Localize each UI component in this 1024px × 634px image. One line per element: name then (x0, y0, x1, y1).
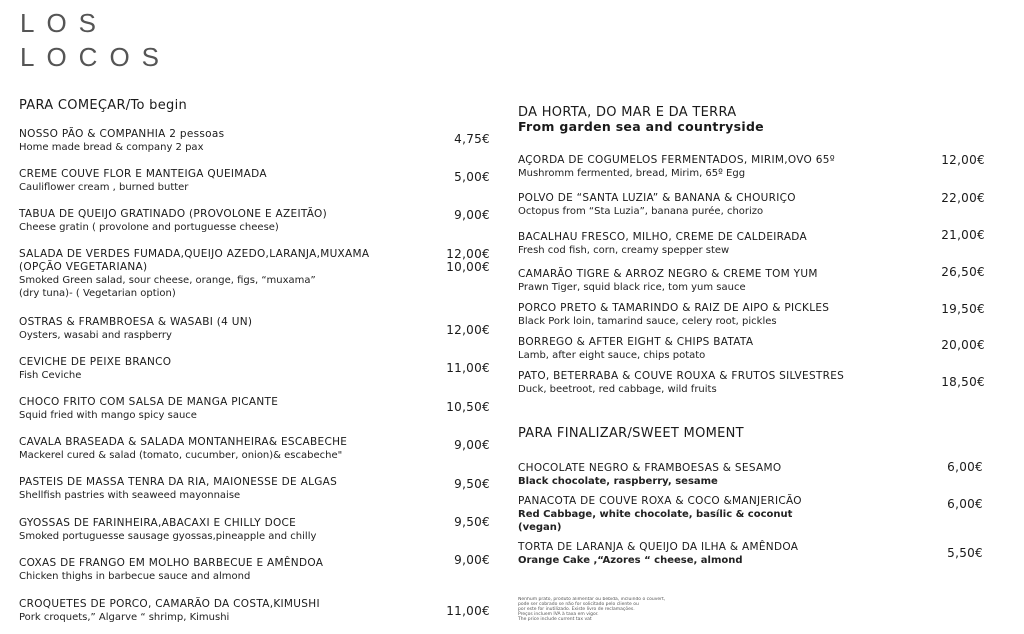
menu-item-price: 12,00€ (941, 153, 985, 167)
menu-item-description: Black chocolate, raspberry, sesame (518, 476, 718, 487)
menu-item-price: 22,00€ (941, 191, 985, 205)
menu-item-description: Smoked portuguesse sausage gyossas,pineapple and chilly (19, 531, 317, 542)
menu-item-description: Squid fried with mango spicy sauce (19, 410, 197, 421)
menu-item-price: 5,50€ (947, 546, 983, 560)
menu-item-price: 18,50€ (941, 375, 985, 389)
menu-item-description: Fresh cod fish, corn, creamy spepper stew (518, 245, 730, 256)
menu-item-price: 26,50€ (941, 265, 985, 279)
menu-item-description: Cheese gratin ( provolone and portuguesse cheese) (19, 222, 279, 233)
menu-item-price: 12,00€ 10,00€ (446, 247, 490, 274)
menu-item (518, 265, 988, 294)
menu-item-name: AÇORDA DE COGUMELOS FERMENTADOS, MIRIM,OVO 65º (518, 154, 835, 166)
menu-item-name: OSTRAS & FRAMBROESA & WASABI (4 UN) (19, 316, 253, 328)
menu-item (19, 356, 489, 382)
logo-line-2: LOCOS (20, 42, 172, 72)
menu-item-name: CHOCO FRITO COM SALSA DE MANGA PICANTE (19, 396, 279, 408)
menu-item (19, 316, 489, 342)
menu-item-name: NOSSO PÃO & COMPANHIA 2 pessoas (19, 128, 225, 140)
menu-item-description: Octopus from “Sta Luzia”, banana purée, chorizo (518, 206, 764, 217)
menu-item-description: Mackerel cured & salad (tomato, cucumber, onion)& escabeche" (19, 450, 343, 461)
menu-item-name: GYOSSAS DE FARINHEIRA,ABACAXI E CHILLY DOCE (19, 517, 297, 529)
disclaimer-text: Nenhum prato, produto alimentar ou bebida, incluindo o couvert, pode ser cobrado se não for solicitado pelo cliente ou por este for inutilizado. Existe livro de reclamações. Preços incluem IVA à taxa em vigor. The price include current tax vat (518, 597, 666, 622)
menu-item (518, 462, 988, 488)
menu-item (19, 476, 489, 502)
menu-item (19, 557, 489, 583)
menu-item-price: 9,00€ (454, 438, 490, 452)
menu-item-name: CEVICHE DE PEIXE BRANCO (19, 356, 172, 368)
menu-item-name: PANACOTA DE COUVE ROXA & COCO &MANJERICÃO (518, 495, 802, 507)
menu-item (19, 436, 489, 462)
menu-item-description: Chicken thighs in barbecue sauce and almond (19, 571, 251, 582)
menu-item-price: 12,00€ (446, 323, 490, 337)
mains-section-title: DA HORTA, DO MAR E DA TERRA (518, 105, 737, 120)
menu-item (19, 128, 489, 154)
menu-item-description: Home made bread & company 2 pax (19, 142, 204, 153)
menu-item (518, 302, 988, 328)
menu-item-name: BACALHAU FRESCO, MILHO, CREME DE CALDEIRADA (518, 231, 807, 243)
menu-item-name: COXAS DE FRANGO EM MOLHO BARBECUE E AMÊNDOA (19, 557, 324, 569)
menu-item-name: PORCO PRETO & TAMARINDO & RAIZ DE AIPO & PICKLES (518, 302, 830, 314)
menu-item-price: 9,00€ (454, 553, 490, 567)
menu-item-description: Prawn Tiger, squid black rice, tom yum sauce (518, 282, 746, 293)
restaurant-logo (20, 6, 171, 74)
menu-item-description: Smoked Green salad, sour cheese, orange, figs, “muxama” (dry tuna)- ( Vegetarian option) (19, 275, 316, 299)
menu-item (518, 228, 988, 257)
menu-item-name: PATO, BETERRABA & COUVE ROUXA & FRUTOS SILVESTRES (518, 370, 845, 382)
menu-item-price: 6,00€ (947, 497, 983, 511)
menu-item-price: 11,00€ (446, 604, 490, 618)
menu-item (19, 208, 489, 234)
menu-item-price: 9,50€ (454, 477, 490, 491)
menu-item-name: POLVO DE “SANTA LUZIA” & BANANA & CHOURIÇO (518, 192, 796, 204)
menu-item-description: Duck, beetroot, red cabbage, wild fruits (518, 384, 717, 395)
menu-item (518, 154, 988, 180)
menu-item-description: Cauliflower cream , burned butter (19, 182, 189, 193)
menu-item-name: CROQUETES DE PORCO, CAMARÃO DA COSTA,KIMUSHI (19, 598, 320, 610)
menu-item-name: TORTA DE LARANJA & QUEIJO DA ILHA & AMÊNDOA (518, 541, 799, 553)
menu-item (518, 336, 988, 362)
menu-item-price: 19,50€ (941, 302, 985, 316)
menu-item-description: Oysters, wasabi and raspberry (19, 330, 172, 341)
mains-section-subtitle: From garden sea and countryside (518, 119, 764, 134)
menu-item (19, 598, 489, 624)
menu-item-description: Red Cabbage, white chocolate, basílic & coconut (vegan) (518, 509, 793, 533)
menu-item-name: SALADA DE VERDES FUMADA,QUEIJO AZEDO,LARANJA,MUXAMA (OPÇÃO VEGETARIANA) (19, 248, 370, 273)
menu-item-price: 4,75€ (454, 132, 490, 146)
menu-item-description: Shellfish pastries with seaweed mayonnaise (19, 490, 241, 501)
menu-item-description: Orange Cake ,“Azores “ cheese, almond (518, 555, 743, 566)
starters-section-title: PARA COMEÇAR/To begin (19, 98, 188, 113)
menu-item (19, 168, 489, 194)
menu-item (19, 248, 489, 300)
menu-item-price: 5,00€ (454, 170, 490, 184)
menu-item (518, 495, 988, 534)
menu-item-description: Mushromm fermented, bread, Mirim, 65º Egg (518, 168, 746, 179)
menu-item-name: TABUA DE QUEIJO GRATINADO (PROVOLONE E AZEITÃO) (19, 208, 328, 220)
menu-item-price: 11,00€ (446, 361, 490, 375)
menu-item-name: CAMARÃO TIGRE & ARROZ NEGRO & CREME TOM YUM (518, 268, 818, 280)
menu-item-price: 9,50€ (454, 515, 490, 529)
menu-item-price: 21,00€ (941, 228, 985, 242)
dessert-section-title: PARA FINALIZAR/SWEET MOMENT (518, 426, 744, 441)
menu-item (518, 192, 988, 218)
logo-line-1: LOS (20, 8, 109, 38)
menu-item-name: CAVALA BRASEADA & SALADA MONTANHEIRA& ESCABECHE (19, 436, 348, 448)
menu-item-price: 9,00€ (454, 208, 490, 222)
menu-item-name: CREME COUVE FLOR E MANTEIGA QUEIMADA (19, 168, 267, 180)
menu-item-description: Lamb, after eight sauce, chips potato (518, 350, 706, 361)
menu-item (518, 541, 988, 567)
menu-item-description: Fish Ceviche (19, 370, 82, 381)
menu-item (518, 370, 988, 396)
menu-item-price: 20,00€ (941, 338, 985, 352)
menu-item-description: Pork croquets,” Algarve “ shrimp, Kimushi (19, 612, 230, 623)
menu-item-description: Black Pork loin, tamarind sauce, celery root, pickles (518, 316, 777, 327)
menu-item (19, 517, 489, 543)
menu-item-price: 10,50€ (446, 400, 490, 414)
menu-item-name: CHOCOLATE NEGRO & FRAMBOESAS & SESAMO (518, 462, 782, 474)
menu-item-price: 6,00€ (947, 460, 983, 474)
menu-item (19, 396, 489, 422)
menu-item-name: PASTEIS DE MASSA TENRA DA RIA, MAIONESSE DE ALGAS (19, 476, 338, 488)
menu-item-name: BORREGO & AFTER EIGHT & CHIPS BATATA (518, 336, 754, 348)
